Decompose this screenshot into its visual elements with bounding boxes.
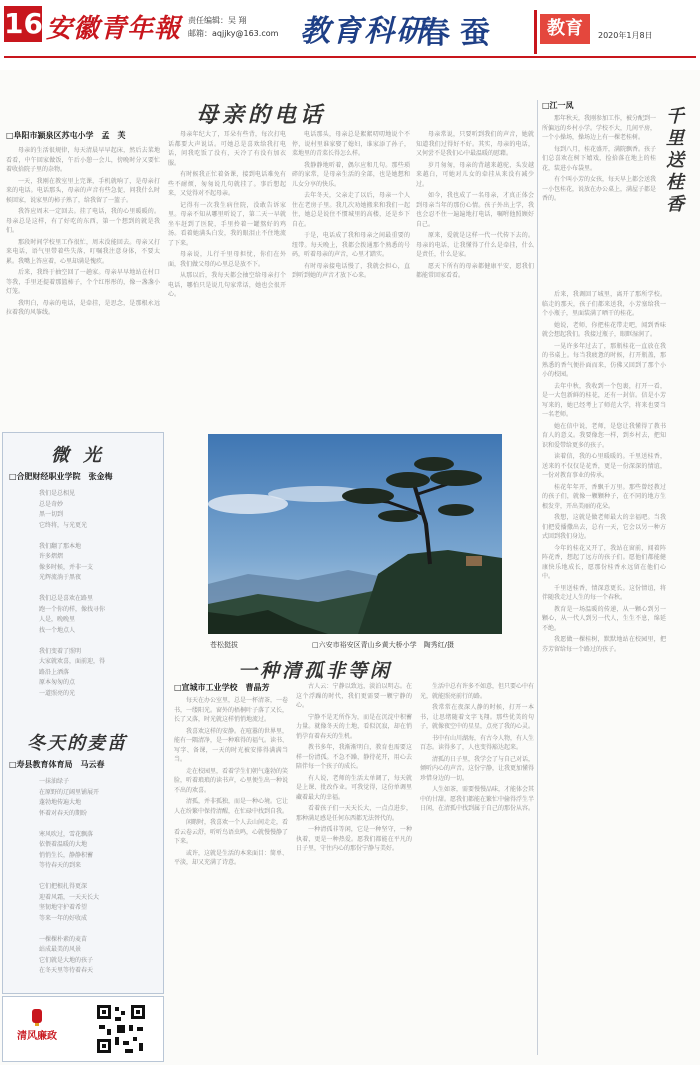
- tag-badge: 教育: [540, 14, 590, 44]
- article-body: 母亲年纪大了，耳朵有些背，每次打电话都要大声说话。可她总是喜欢给我打电话，问我吃饭了没有，天冷了有没有加衣服。 有时候我正忙着备课，接到电话难免有些不耐烦，匆匆说几句就挂了。事后想起来，又觉得对不起母亲。 记得有一次我生病住院，没敢告诉家里。母亲不知从哪里听说了，第二天一早就坐车赶到了医院，手里拎着一罐熬好的鸡汤。看着她满头白发，我的眼泪止不住地流了下来。 母亲说，儿行千里母担忧，你们在外面，我们做父母的心里总是放不下。 从那以后，我每天都会抽空给母亲打个电话，哪怕只是说几句家常话，她也会很开心。: [168, 131, 286, 298]
- email-line: 邮箱：aqjjky@163.com: [188, 29, 279, 38]
- article-byline: □阜阳市颍泉区苏屯小学 孟 芙: [6, 131, 126, 140]
- poem-title: 微光: [51, 445, 115, 466]
- section-name: 春蚕: [420, 16, 500, 51]
- qr-code-icon: [95, 1003, 147, 1055]
- article-body: 电话那头，母亲总是絮絮叨叨地说个不停，说村里谁家娶了媳妇，谁家添了孙子，菜地里的青菜长得怎么样。 我静静地听着，偶尔应和几句。那些琐碎的家常，是母亲生活的全部，也是她想和儿女分享的快乐。 去年冬天，父亲走了以后，母亲一个人住在老房子里。我几次劝她搬来和我们一起住，她总是说住不惯城里的高楼，还是乡下自在。 于是，电话成了我和母亲之间最重要的纽带。每天晚上，我都会拨通那个熟悉的号码，听着母亲的声音，心里才踏实。 有时母亲接电话慢了，我就会担心，直到听到她的声音才放下心来。: [292, 131, 410, 279]
- photo-caption-credit: □六安市裕安区青山乡黄大桥小学 陶秀红/摄: [312, 641, 454, 649]
- article-title: 母亲的电话: [196, 102, 327, 128]
- article-body: 母亲常说，只要听到我们的声音，她就知道我们过得好不好。其实，母亲的电话，又何尝不是我们心中最温暖的慰藉。 岁月匆匆，母亲的背越来越驼，头发越来越白，可她对儿女的牵挂从来没有减少过。 如今，我也成了一名母亲，才真正体会到母亲当年的那份心情。孩子外出上学，我也会忍不住一遍遍地打电话，嘱咐他照顾好自己。 原来，爱就是这样一代一代传下去的。母亲的电话，让我懂得了什么是牵挂，什么是责任，什么是家。 愿天下所有的母亲都健康平安，愿我们都能常回家看看。: [416, 131, 534, 279]
- article-body: 生活中总有许多不如意，但只要心中有光，就能照亮前行的路。 我常常在夜深人静的时候，打开一本书，让思绪随着文字飞翔。那些优美的句子，就像夜空中的星星，点亮了我的心灵。 书中有山川湖海，有古今人物，有人生百态。读得多了，人也变得豁达起来。 清孤的日子里，我学会了与自己对话，倾听内心的声音。这份宁静，让我更加懂得珍惜身边的一切。 人生如茶，需要慢慢品味，才能体会其中的甘甜。愿我们都能在繁忙中偷得浮生半日闲，在清孤中找到属于自己的那份从容。: [420, 683, 534, 812]
- poem-byline: □合肥财经职业学院 张金梅: [9, 472, 113, 481]
- footer-logo: [11, 1007, 63, 1051]
- footer-logo-text: 清风廉政: [17, 1031, 57, 1042]
- pine-tree-image: [208, 434, 502, 634]
- poem-body: 我们是总相见 总是奇妙 黑一切到 它终将，与光更光 我们翻了那本地 许多熠熠 像多时候，并非一支 光辉流淌于黑夜 我们总是喜欢在路里 跑一个你的样，像找寻你 人是，晚晚里 找一个地点人 我们变着了照明 大家就欢喜，面前迎，得 路沿上洒落 原本匆匆的点 一道照亮的光: [39, 490, 106, 697]
- article-body: 古人云：宁静以致远，淡泊以明志。在这个浮躁的时代，我们更需要一颗宁静的心。 宁静不是无所作为，而是在沉淀中积蓄力量。就像冬天的土地，看似沉寂，却在悄悄孕育着春天的生机。 教书多年，我渐渐明白，教育也需要这样一份清孤。不急不躁，静待花开，用心去陪伴每一个孩子的成长。 有人说，老师的生活太单调了，每天就是上课、批改作业。可我觉得，这份单调里藏着最大的幸福。 看着孩子们一天天长大，一点点进步，那种满足感是任何东西都无法替代的。 一种清孤非等闲，它是一种坚守，一种执着，更是一种热爱。愿我们都能在平凡的日子里，守住内心的那份宁静与美好。: [296, 683, 412, 852]
- column-divider: [537, 100, 538, 1055]
- column-name: 教育科研: [300, 14, 428, 49]
- qr-code[interactable]: [95, 1003, 147, 1055]
- article-title: 一种清孤非等闲: [238, 660, 393, 682]
- photo-caption-title: 苍松挺拔: [210, 641, 238, 649]
- article-body: 后来，我调回了城里，离开了那所学校。临走的那天，孩子们都来送我，小芳塞给我一个小瓶子，里面装满了晒干的桂花。 她说，老师，你把桂花带走吧，闻到香味就会想起我们。我接过瓶子，眼眶湿润了。 一晃许多年过去了，那瓶桂花一直放在我的书桌上。每当我疲惫的时候，打开瓶盖，那熟悉的香气便扑面而来，仿佛又回到了那个小小的校园。 去年中秋，我收到一个包裹，打开一看，是一大包新鲜的桂花，还有一封信。信是小芳写来的，她已经考上了师范大学，将来也要当一名老师。 她在信中说，老师，是您让我懂得了教书育人的意义。我要像您一样，到乡村去，把知识和爱带给更多的孩子。 读着信，我的心里暖暖的。千里送桂香，送来的不仅仅是花香，更是一份深深的情谊，一份对教育事业的传承。 桂花年年开，香飘千万里。那些曾经教过的孩子们，就像一颗颗种子，在不同的地方生根发芽，开出美丽的花朵。 我想，这就是做老师最大的幸福吧。当我们把爱播撒出去，总有一天，它会以另一种方式回到我们身边。 今年的桂花又开了，我站在窗前，闻着阵阵花香，想起了远方的孩子们。愿他们都能健康快乐地成长，愿那份桂香永远留在他们心中。 千里送桂香，情深意更长。这份情谊，将伴随我走过人生的每一个春秋。 教育是一场温暖的传递，从一颗心到另一颗心，从一代人到另一代人，生生不息，绵延不绝。 我愿做一棵桂树，默默地站在校园里，把芬芳留给每一个路过的孩子。: [542, 291, 666, 653]
- article-byline: □宣城市工业学校 曹晶芳: [174, 683, 270, 692]
- article-body: 母亲的生活很规律，每天清晨早早起床，然后去菜地看看，中午回家做饭，午后小憩一会儿，傍晚时分又要忙着收拾院子里的杂物。 一天，我刚在教室里上完课，手机就响了，是母亲打来的电话。电话那头，母亲的声音有些急促，问我什么时候回家，说家里的柿子熟了，给我留了一篮子。 我答应周末一定回去。挂了电话，我的心里暖暖的。母亲总是这样，有了好吃的东西，第一个想到的就是我们。 那段时间学校里工作很忙，周末没能回去。母亲又打来电话，语气里带着些失落，叮嘱我注意身体，不要太累。我嘴上答应着，心里却满是愧疚。 后来，我终于抽空回了一趟家。母亲早早地站在村口等我，手里还提着那篮柿子，个个红彤彤的，像一盏盏小灯笼。 我明白，母亲的电话，是牵挂，是思念，是那根永远拉着我的风筝线。: [6, 147, 160, 316]
- vertical-article-title: 千里送桂香: [666, 106, 684, 215]
- poem-title: 冬天的麦苗: [27, 733, 127, 754]
- masthead: [0, 0, 700, 70]
- article-body: 每天在办公室里，总是一杯清茶，一卷书，一缕阳光。窗外的梧桐叶子落了又长，长了又落，时光就这样悄悄地流过。 我喜欢这样的安静。在喧嚣的世界里，能有一隅清净，是一种难得的福气。读书、写字、备课，一天的时光被安排得满满当当。 走在校园里，看着学生们朝气蓬勃的笑脸，听着琅琅的读书声，心里便生出一种说不出的欢喜。 清孤，并非孤独，而是一种心境。它让人在纷繁中保持清醒，在忙碌中找到自我。 闲暇时，我喜欢一个人去山间走走，看看云卷云舒，听听鸟语虫鸣，心就慢慢静了下来。 或许，这就是生活的本来面目：简单、平淡，却又充满了诗意。: [174, 697, 288, 866]
- article-byline: □江一凤: [542, 101, 574, 110]
- pine-photo: [208, 434, 502, 634]
- header-rule: [4, 56, 696, 58]
- article-body: 那年秋天，我刚参加工作，被分配到一所偏远的乡村小学。学校不大，几间平房，一个小操场，操场边上有一棵老桂树。 每到八月，桂花盛开，满院飘香。孩子们总喜欢在树下嬉戏，捡拾落在地上的桂花，装进小布袋里。 有个叫小芳的女孩，每天早上都会送我一小包桂花，说放在办公桌上，满屋子都是香的。: [542, 115, 656, 202]
- poem-byline: □寿县教育体育局 马云春: [9, 760, 105, 769]
- paper-name: 安徽青年報: [46, 14, 182, 44]
- poem-column: [2, 432, 164, 994]
- lantern-icon: [28, 1007, 46, 1027]
- tag-bar: [534, 10, 537, 54]
- editor-line: 责任编辑：吴 翔: [188, 16, 247, 25]
- issue-date: 2020年1月8日: [598, 31, 653, 40]
- editor-info: [188, 14, 278, 40]
- poem-body: 一抹油绿子 在原野的辽阔里铺展开 蓬勃地传遍大地 怀着对春天的期盼 寒风吹过，雪花飘落 依偎着温暖的大地 悄悄生长，静静积蓄 等待春天的到来 它们把根扎得更深 迎着风霜，一天天长大 坚韧地守护着希望 等来一年的好收成 一棵棵朴素的麦苗 站成最美的风景 它们就是大地的孩子 在冬天里等待着春天: [39, 778, 100, 974]
- page-number: 16: [4, 7, 43, 40]
- footer-ad: [2, 996, 164, 1062]
